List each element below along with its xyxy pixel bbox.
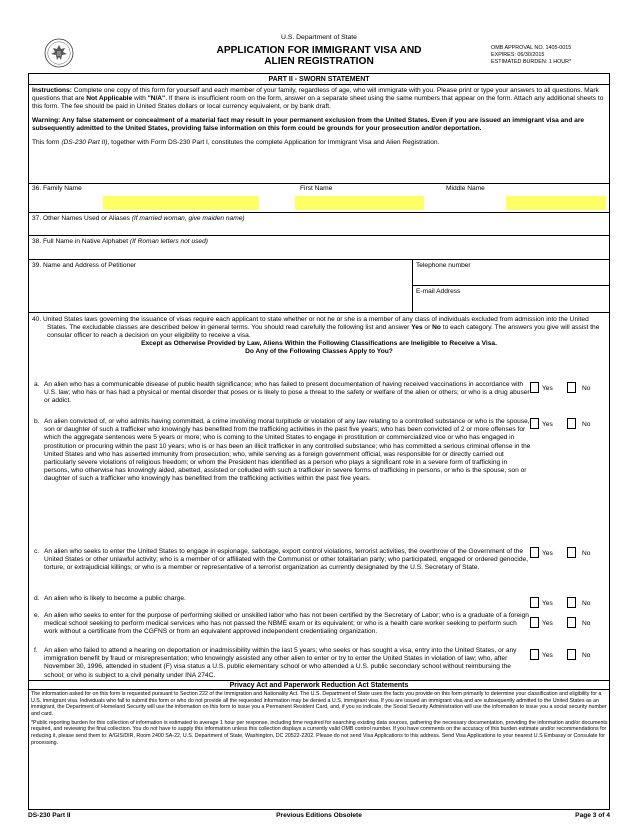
petitioner-input[interactable] — [32, 272, 407, 310]
family-name-input[interactable] — [103, 196, 259, 210]
form-composition-text — [32, 139, 606, 147]
instructions-label: Instructions: — [32, 87, 72, 94]
item-d-yes-checkbox[interactable] — [530, 597, 539, 608]
instructions-block — [32, 87, 606, 151]
question-40-intro — [32, 316, 606, 340]
native-name-label — [32, 238, 208, 246]
item-b-text: An alien convicted of, or who admits having committed, a crime involving moral turpitude or violation of any law relating to a controlled substance or who is the spouse, son or daughter of such a trafficker who knowingly has benefited from the trafficking activities in the past five years; who has been convicted of 2 or more offenses for which the aggregate sentences were 5 years or more; who is coming to the United States to engage in prostitution or commercialized vice or who has engaged in prostitution or procuring within the past 10 years; who is or has been an illicit trafficker in any controlled substance; who has committed a serious criminal offense in the United States and who has asserted immunity from prosecution; who, while serving as a foreign government official, was responsible for or directly carried out particularly severe violations of religious freedom; or whom the President has identified as a person who plays a significant role in a severe form of trafficking in persons, who otherwise has knowingly aided, abetted, assisted or colluded with such a trafficker in severe forms of trafficking in persons, or who is the spouse, son or daughter of such a trafficker who knowingly has benefited from the trafficking activities within the past five years. — [44, 418, 531, 483]
q40-heading-1: Except as Otherwise Provided by Law, Aliens Within the Following Classifications are Ineligible to Receive a Visa. — [141, 340, 497, 348]
item-a-text: An alien who has a communicable disease of public health significance; who has failed to present documentation of having received vaccinations in accordance with U.S. law; who has or has had a physical or mental disorder that poses or is likely to pose a threat to the safety or welfare of the alien or others; or who is a drug abuser or addict. — [44, 381, 530, 405]
item-e-yes-label: Yes — [542, 620, 553, 627]
item-a-yes-label: Yes — [542, 385, 553, 392]
item-c-no-label: No — [582, 550, 591, 557]
petitioner-label: 39. Name and Address of Petitioner — [32, 262, 137, 269]
na-label: "N/A" — [147, 95, 166, 103]
q40-no-word: No — [432, 324, 441, 332]
instructions-text-b: with — [132, 95, 148, 103]
form-title — [160, 45, 478, 67]
department-name: U.S. Department of State — [281, 34, 357, 41]
item-e-no-checkbox[interactable] — [567, 617, 576, 628]
omb-expires: EXPIRES: 06/30/2015 — [491, 52, 545, 59]
q40-intro-b: to each category. The answers you give will assist the consular officer to reach a decision on your eligibility to receive a visa. — [47, 324, 600, 340]
item-d-text: An alien who is likely to become a public charge. — [44, 595, 186, 602]
item-e-yes-checkbox[interactable] — [530, 617, 539, 628]
item-d-yes-label: Yes — [542, 600, 553, 607]
telephone-input[interactable] — [416, 271, 606, 283]
form-text-italic: (DS-230 Part II) — [61, 138, 108, 146]
item-c-text: An alien who seeks to enter the United States to engage in espionage, sabotage, export control violations, terrorist activities, the overthrow of the Government of the United States or other unlawful activity; who is a member of or affiliated with the Communist or other totalitarian party; who participated, engaged or ordered genocide, torture, or extrajudicial killings; or who is a member or representative of a terrorist organization as currently designated by the U.S. Secretary of State. — [44, 548, 529, 572]
native-name-input[interactable] — [32, 247, 606, 257]
item-c-yes-label: Yes — [542, 550, 553, 557]
department-of-state-seal-icon — [44, 38, 74, 68]
item-f-mark: f. — [34, 647, 38, 654]
form-text-a: This form — [32, 138, 62, 146]
item-d-no-label: No — [582, 600, 591, 607]
item-f-text: An alien who failed to attend a hearing on deportation or inadmissibility within the last 5 years; who seeks or has sought a visa, entry into the United States, or any immigration benefit by fraud or misrepresentation; who knowingly assisted any other alien to enter or try to enter the United States in violation of law; who, after November 30, 1996, attended in student (F) visa status a U.S. public elementary school or who attended a U.S. public secondary school without reimbursing the school; or who is subject to a civil penalty under INA 274C. — [44, 647, 517, 679]
form-frame — [28, 73, 610, 810]
item-e-mark: e. — [34, 612, 40, 619]
omb-number: OMB APPROVAL NO. 1405-0015 — [491, 45, 572, 51]
native-name-text: 38. Full Name in Native Alphabet — [32, 238, 130, 245]
privacy-act-title: Privacy Act and Paperwork Reduction Act Statements — [29, 680, 609, 690]
q40-or-word: or — [422, 324, 433, 332]
divider-40-top — [29, 312, 609, 313]
item-f-yes-label: Yes — [542, 652, 553, 659]
telephone-label: Telephone number — [416, 262, 471, 269]
item-a-no-checkbox[interactable] — [567, 382, 576, 393]
q40-intro-a: 40. United States laws governing the issuance of visas require each applicant to state whether or not he or she is a member of any class of individuals excluded from admission into the United States. The excludable classes are described below in general terms. You should read carefully the following list and answer — [32, 316, 589, 332]
divider-38-top — [29, 235, 609, 236]
item-c-no-checkbox[interactable] — [567, 547, 576, 558]
form-text-b: , together with Form DS-230 Part I, constitutes the complete Application for Immigrant Visa and Alien Registration. — [107, 138, 440, 146]
item-a-yes-checkbox[interactable] — [530, 382, 539, 393]
email-label: E-mail Address — [416, 288, 461, 295]
part-title: PART II - SWORN STATEMENT — [29, 74, 609, 85]
family-name-label: 36. Family Name — [32, 185, 82, 192]
divider-36-top — [29, 183, 609, 184]
privacy-paragraph-2: *Public reporting burden for this collection of information is estimated to average 1 hour per response, including time required for searching existing data sources, gathering the necessary documentation, providing the information and/or documents required, and reviewing the final collection. You do not have to supply this information unless this collection displays a currently valid OMB control number. If you have comments on the accuracy of this burden estimate and/or recommendations for reducing it, please send them to: A/GIS/DIR, Room 2400 SA-22, U.S. Department of State, Washington, DC 20522-2202. Please do not send Visa Applications to this address. Send Visa Applications to your nearest U.S Embassy or Consulate for processing. — [31, 719, 608, 746]
divider-39-top — [29, 259, 609, 260]
item-a-mark: a. — [34, 381, 40, 388]
privacy-act-statement — [31, 691, 608, 748]
item-c-mark: c. — [34, 548, 40, 555]
email-input[interactable] — [416, 297, 606, 309]
other-names-label — [32, 215, 245, 223]
item-f-no-label: No — [582, 652, 591, 659]
privacy-paragraph-1: The information asked for on this form is requested pursuant to Section 222 of the Immigration and Nationality Act. The U.S. Department of State uses the facts you provide on this form primarily to determine your classification and eligibility for a U.S. immigrant visa. Individuals who fail to submit this form or who do not provide all the requested information may be denied a U.S. immigrant visa. If you are issued an immigrant visa and are subsequently admitted to the United States as an immigrant, the Department of Homeland Security will use the information on this form to issue you a Permanent Resident Card, and, if you so indicate, the Social Security Administration will use the information to issue you a social security number and card. — [31, 691, 607, 718]
first-name-label: First Name — [300, 185, 333, 192]
middle-name-label: Middle Name — [446, 185, 485, 192]
divider-37-top — [29, 212, 609, 213]
other-names-hint: (If married woman, give maiden name) — [131, 215, 245, 222]
item-e-text: An alien who seeks to enter for the purpose of performing skilled or unskilled labor who has not been certified by the Secretary of Labor; who is a graduate of a foreign medical school seeking to perform medical services who has not passed the NBME exam or its equivalent; or who is a health care worker seeking to perform such work without a certificate from the CGFNS or from an equivalent approved independent credentialing organization. — [44, 612, 529, 636]
form-title-line-2: ALIEN REGISTRATION — [264, 56, 374, 68]
middle-name-input[interactable] — [506, 196, 606, 210]
omb-burden: ESTIMATED BURDEN: 1 HOUR* — [491, 59, 572, 66]
footer-editions: Previous Editions Obsolete — [276, 812, 362, 819]
item-c-yes-checkbox[interactable] — [530, 547, 539, 558]
item-d-no-checkbox[interactable] — [567, 597, 576, 608]
item-b-no-checkbox[interactable] — [567, 418, 576, 429]
question-40 — [32, 316, 606, 357]
q40-yes-word: Yes — [411, 324, 423, 332]
footer-page-number: Page 3 of 4 — [575, 812, 610, 819]
footer-form-id: DS-230 Part II — [28, 812, 71, 819]
item-b-no-label: No — [582, 421, 591, 428]
q40-heading-2: Do Any of the Following Classes Apply to You? — [245, 348, 393, 356]
other-names-input[interactable] — [32, 224, 606, 234]
instructions-text-c: . If there is insufficient room on the form, answer on a separate sheet using the same numbers that appear on the form. Attach any additional sheets to this form. The fee should be paid in United States dollars or local currency equivalent, or by bank draft. — [32, 95, 604, 111]
item-b-yes-label: Yes — [542, 421, 553, 428]
not-applicable-label: Not Applicable — [86, 95, 133, 103]
item-f-yes-checkbox[interactable] — [530, 649, 539, 660]
item-b-yes-checkbox[interactable] — [530, 418, 539, 429]
item-a-no-label: No — [582, 385, 591, 392]
item-b-mark: b. — [34, 418, 40, 425]
instructions-text-a: Complete one copy of this form for yourself and each member of your family, regardless of age, who will immigrate with you. Please print or type your answers to all questions. Mark questions that are — [32, 87, 599, 103]
item-e-no-label: No — [582, 620, 591, 627]
telephone-divider — [412, 285, 609, 286]
item-d-mark: d. — [34, 595, 40, 602]
other-names-text: 37. Other Names Used or Aliases — [32, 215, 132, 222]
item-f-no-checkbox[interactable] — [567, 649, 576, 660]
native-name-hint: (If Roman letters not used) — [129, 238, 208, 245]
warning-text: Warning: Any false statement or concealment of a material fact may result in your permanent exclusion from the United States. Even if you are issued an immigrant visa and are subsequently admitted to the United States, providing false information on this form could be grounds for your prosecution and/or deportation. — [32, 117, 585, 133]
first-name-input[interactable] — [295, 196, 424, 210]
omb-approval-info — [491, 45, 571, 66]
instructions-text — [32, 87, 606, 111]
form-title-line-1: APPLICATION FOR IMMIGRANT VISA AND — [216, 45, 422, 56]
